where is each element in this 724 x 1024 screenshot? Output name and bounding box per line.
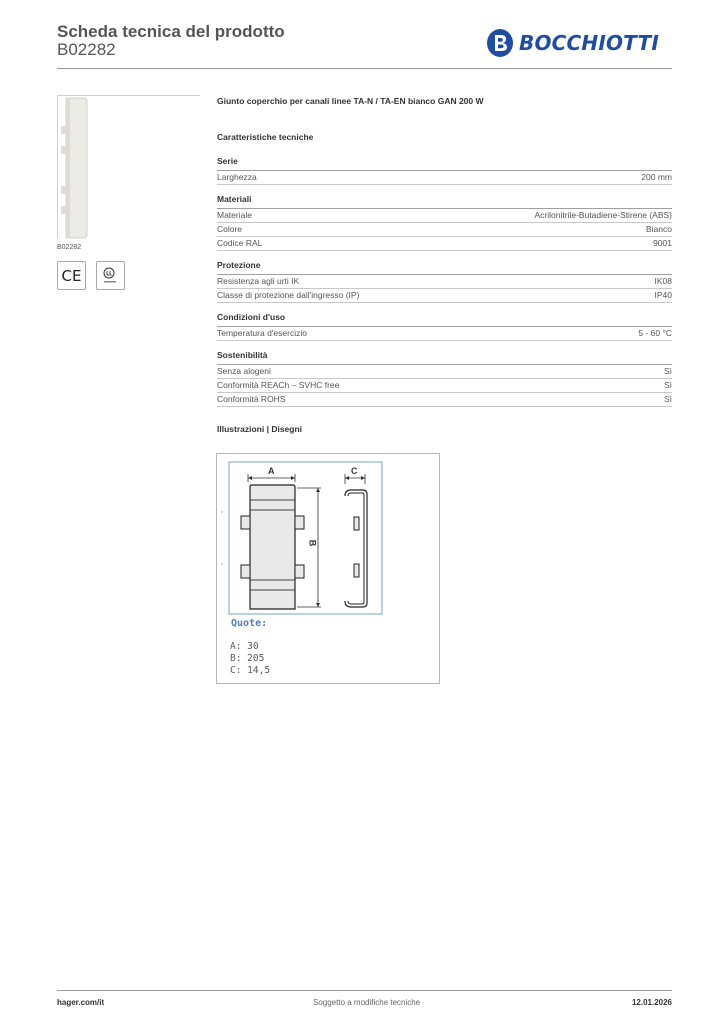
- ul-mark-icon: [101, 266, 121, 286]
- spec-value: IK08: [654, 276, 672, 286]
- footer-website: hager.com/it: [57, 998, 105, 1007]
- brand-logo-mark-icon: [486, 28, 514, 58]
- spec-row: [217, 275, 672, 289]
- spec-row: [217, 237, 672, 251]
- spec-label: Classe di protezione dall'ingresso (IP): [217, 290, 360, 300]
- ce-mark-icon: CE: [57, 261, 86, 290]
- spec-row: [217, 289, 672, 303]
- spec-label: Colore: [217, 224, 243, 234]
- specs-heading: Caratteristiche tecniche: [217, 132, 314, 142]
- spec-section-sostenibilita: [217, 350, 672, 407]
- spec-label: Codice RAL: [217, 238, 263, 248]
- product-photo: [57, 95, 200, 239]
- spec-section-protezione: [217, 260, 672, 303]
- spec-row: [217, 379, 672, 393]
- photo-caption: B02282: [57, 244, 82, 251]
- dimensions-heading: Quote:: [231, 618, 268, 629]
- product-photo-image: [58, 96, 201, 240]
- spec-row: [217, 365, 672, 379]
- spec-value: Sì: [663, 380, 672, 390]
- spec-row: [217, 393, 672, 407]
- spec-section-condizioni: [217, 312, 672, 341]
- spec-row: [217, 209, 672, 223]
- spec-label: Senza alogeni: [217, 366, 271, 376]
- spec-value: 200 mm: [641, 172, 672, 182]
- spec-value: 9001: [653, 238, 672, 248]
- spec-label: Temperatura d'esercizio: [217, 328, 307, 338]
- brand-logo-text: BOCCHIOTTI: [519, 31, 659, 55]
- dimension-label-c: C: [351, 466, 358, 476]
- product-code: B02282: [57, 40, 116, 59]
- dimension-value: C: 14,5: [230, 665, 271, 676]
- technical-drawing: [216, 453, 440, 684]
- footer-disclaimer: Soggetto a modifiche tecniche: [313, 998, 421, 1007]
- document-title: Scheda tecnica del prodotto: [57, 22, 285, 41]
- footer-date: 12.01.2026: [631, 998, 672, 1007]
- brand-logo: [486, 28, 659, 58]
- spec-label: Conformità REACh – SVHC free: [217, 380, 340, 390]
- spec-label: Resistenza agli urti IK: [217, 276, 300, 286]
- spec-section-title: Materiali: [217, 194, 672, 209]
- spec-section-serie: [217, 156, 672, 185]
- spec-row: [217, 223, 672, 237]
- spec-label: Larghezza: [217, 172, 257, 182]
- header-divider: [57, 68, 672, 69]
- dimension-label-a: A: [268, 466, 275, 476]
- spec-section-title: Protezione: [217, 260, 672, 275]
- technical-specs: [217, 95, 672, 434]
- dimension-value: A: 30: [230, 641, 259, 652]
- spec-section-title: Sostenibilità: [217, 350, 672, 365]
- dimension-label-b: B: [307, 539, 318, 547]
- spec-value: Acrilonitrile-Butadiene-Stirene (ABS): [534, 210, 672, 220]
- spec-row: [217, 171, 672, 185]
- product-name: Giunto coperchio per canali linee TA-N / TA-EN bianco GAN 200 W: [217, 96, 484, 106]
- spec-value: Bianco: [646, 224, 672, 234]
- spec-value: Sì: [663, 394, 672, 404]
- spec-value: IP40: [654, 290, 672, 300]
- dimension-value: B: 205: [230, 653, 265, 664]
- spec-section-title: Serie: [217, 156, 672, 171]
- spec-label: Materiale: [217, 210, 252, 220]
- spec-label: Conformità ROHS: [217, 394, 286, 404]
- spec-value: Sì: [663, 366, 672, 376]
- spec-section-materiali: [217, 194, 672, 251]
- ul-certification-icon: [96, 261, 125, 290]
- illustrations-heading: Illustrazioni | Disegni: [217, 424, 303, 434]
- spec-row: [217, 327, 672, 341]
- footer-divider: [57, 990, 672, 991]
- spec-section-title: Condizioni d'uso: [217, 312, 672, 327]
- spec-value: 5 - 60 °C: [638, 328, 672, 338]
